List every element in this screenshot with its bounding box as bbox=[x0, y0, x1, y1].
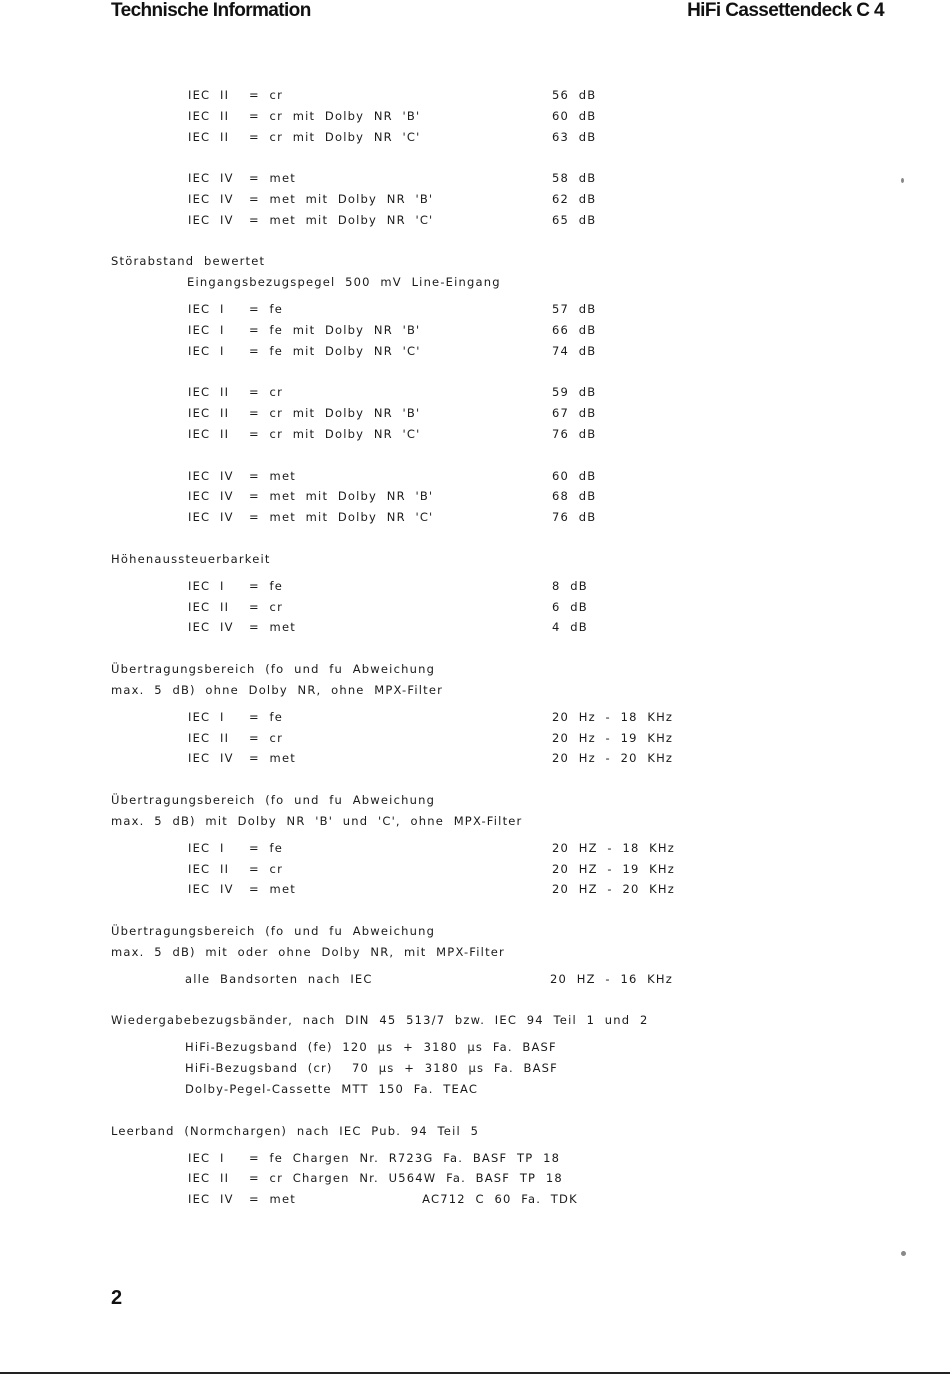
spec-code: IEC I bbox=[188, 344, 225, 358]
spec-value: 8 dB bbox=[552, 579, 588, 593]
scan-speck bbox=[901, 178, 904, 183]
spec-value: 76 dB bbox=[552, 427, 597, 441]
spec-value: 76 dB bbox=[552, 510, 597, 524]
section-subheading: Eingangsbezugspegel 500 mV Line-Eingang bbox=[187, 275, 501, 289]
spec-description: = fe bbox=[249, 841, 284, 855]
spec-value: 59 dB bbox=[552, 385, 597, 399]
spec-code: IEC II bbox=[188, 130, 230, 144]
spec-description: = met mit Dolby NR 'C' bbox=[249, 213, 434, 227]
spec-code: IEC II bbox=[188, 88, 230, 102]
spec-value: 20 HZ - 16 KHz bbox=[550, 972, 674, 986]
spec-line: HiFi-Bezugsband (cr) 70 µs + 3180 µs Fa. BASF bbox=[185, 1061, 558, 1075]
spec-code: IEC IV bbox=[188, 751, 234, 765]
spec-code: IEC IV bbox=[188, 171, 234, 185]
spec-description: = met mit Dolby NR 'C' bbox=[249, 510, 434, 524]
spec-description: = met bbox=[249, 620, 296, 634]
spec-description: = met mit Dolby NR 'B' bbox=[249, 489, 434, 503]
section-heading: Leerband (Normchargen) nach IEC Pub. 94 Teil 5 bbox=[111, 1124, 480, 1138]
spec-value: 67 dB bbox=[552, 406, 597, 420]
spec-code: IEC II bbox=[188, 1171, 230, 1185]
spec-code: IEC II bbox=[188, 862, 230, 876]
spec-line: Dolby-Pegel-Cassette MTT 150 Fa. TEAC bbox=[185, 1082, 479, 1096]
spec-value: 60 dB bbox=[552, 469, 597, 483]
spec-code: IEC IV bbox=[188, 213, 234, 227]
spec-value: 65 dB bbox=[552, 213, 597, 227]
spec-description: = cr mit Dolby NR 'B' bbox=[249, 109, 421, 123]
spec-code: IEC IV bbox=[188, 469, 234, 483]
spec-description: = cr mit Dolby NR 'B' bbox=[249, 406, 421, 420]
section-heading: max. 5 dB) mit oder ohne Dolby NR, mit MPX-Filter bbox=[111, 945, 505, 959]
spec-value: 74 dB bbox=[552, 344, 597, 358]
spec-code: IEC I bbox=[188, 841, 225, 855]
spec-value: 62 dB bbox=[552, 192, 597, 206]
spec-code: IEC II bbox=[188, 731, 230, 745]
spec-description: = met bbox=[249, 171, 296, 185]
spec-value: 20 HZ - 19 KHz bbox=[552, 862, 676, 876]
section-heading: Störabstand bewertet bbox=[111, 254, 266, 268]
spec-code: IEC I bbox=[188, 323, 225, 337]
spec-description: = cr bbox=[249, 385, 283, 399]
spec-description: = fe mit Dolby NR 'C' bbox=[249, 344, 421, 358]
header-title-left: Technische Information bbox=[111, 0, 311, 21]
section-heading: Wiedergabebezugsbänder, nach DIN 45 513/7 bzw. IEC 94 Teil 1 und 2 bbox=[111, 1013, 649, 1027]
spec-description: = cr bbox=[249, 862, 283, 876]
section-heading: Übertragungsbereich (fo und fu Abweichung bbox=[111, 662, 436, 676]
spec-description: = met AC712 C 60 Fa. TDK bbox=[249, 1192, 578, 1206]
spec-description: = fe bbox=[249, 579, 284, 593]
spec-code: IEC II bbox=[188, 109, 230, 123]
spec-line: HiFi-Bezugsband (fe) 120 µs + 3180 µs Fa. BASF bbox=[185, 1040, 557, 1054]
spec-description: = cr bbox=[249, 600, 283, 614]
bottom-rule bbox=[0, 1372, 950, 1374]
spec-code: IEC IV bbox=[188, 510, 234, 524]
spec-value: 56 dB bbox=[552, 88, 597, 102]
spec-description: = cr bbox=[249, 88, 283, 102]
spec-description: = cr bbox=[249, 731, 283, 745]
section-heading: Höhenaussteuerbarkeit bbox=[111, 552, 271, 566]
spec-code: IEC IV bbox=[188, 1192, 234, 1206]
spec-code: IEC I bbox=[188, 1151, 225, 1165]
spec-code: IEC IV bbox=[188, 882, 234, 896]
spec-value: 6 dB bbox=[552, 600, 588, 614]
spec-value: 57 dB bbox=[552, 302, 597, 316]
spec-description: = met bbox=[249, 751, 296, 765]
spec-value: 20 Hz - 18 KHz bbox=[552, 710, 674, 724]
spec-value: 20 Hz - 20 KHz bbox=[552, 751, 674, 765]
page-number: 2 bbox=[111, 1287, 123, 1309]
section-heading: Übertragungsbereich (fo und fu Abweichung bbox=[111, 793, 436, 807]
spec-value: 20 HZ - 20 KHz bbox=[552, 882, 676, 896]
spec-line: alle Bandsorten nach IEC bbox=[185, 972, 373, 986]
spec-value: 68 dB bbox=[552, 489, 597, 503]
spec-code: IEC II bbox=[188, 385, 230, 399]
spec-value: 66 dB bbox=[552, 323, 597, 337]
spec-value: 4 dB bbox=[552, 620, 588, 634]
spec-description: = cr Chargen Nr. U564W Fa. BASF TP 18 bbox=[249, 1171, 563, 1185]
spec-code: IEC I bbox=[188, 302, 225, 316]
section-heading: Übertragungsbereich (fo und fu Abweichung bbox=[111, 924, 436, 938]
spec-value: 58 dB bbox=[552, 171, 597, 185]
spec-description: = met mit Dolby NR 'B' bbox=[249, 192, 434, 206]
spec-description: = met bbox=[249, 882, 296, 896]
spec-description: = met bbox=[249, 469, 296, 483]
spec-value: 60 dB bbox=[552, 109, 597, 123]
spec-code: IEC II bbox=[188, 406, 230, 420]
spec-value: 20 HZ - 18 KHz bbox=[552, 841, 676, 855]
spec-code: IEC IV bbox=[188, 489, 234, 503]
spec-description: = cr mit Dolby NR 'C' bbox=[249, 130, 421, 144]
section-heading: max. 5 dB) ohne Dolby NR, ohne MPX-Filter bbox=[111, 683, 444, 697]
spec-description: = cr mit Dolby NR 'C' bbox=[249, 427, 421, 441]
spec-code: IEC I bbox=[188, 579, 225, 593]
spec-description: = fe mit Dolby NR 'B' bbox=[249, 323, 421, 337]
spec-description: = fe bbox=[249, 710, 284, 724]
scan-speck bbox=[901, 1251, 906, 1256]
spec-description: = fe bbox=[249, 302, 284, 316]
spec-code: IEC I bbox=[188, 710, 225, 724]
spec-code: IEC IV bbox=[188, 192, 234, 206]
spec-code: IEC IV bbox=[188, 620, 234, 634]
spec-code: IEC II bbox=[188, 600, 230, 614]
spec-value: 20 Hz - 19 KHz bbox=[552, 731, 674, 745]
spec-value: 63 dB bbox=[552, 130, 597, 144]
spec-code: IEC II bbox=[188, 427, 230, 441]
header-title-right: HiFi Cassettendeck C 4 bbox=[687, 0, 884, 21]
spec-description: = fe Chargen Nr. R723G Fa. BASF TP 18 bbox=[249, 1151, 561, 1165]
section-heading: max. 5 dB) mit Dolby NR 'B' und 'C', ohne MPX-Filter bbox=[111, 814, 523, 828]
